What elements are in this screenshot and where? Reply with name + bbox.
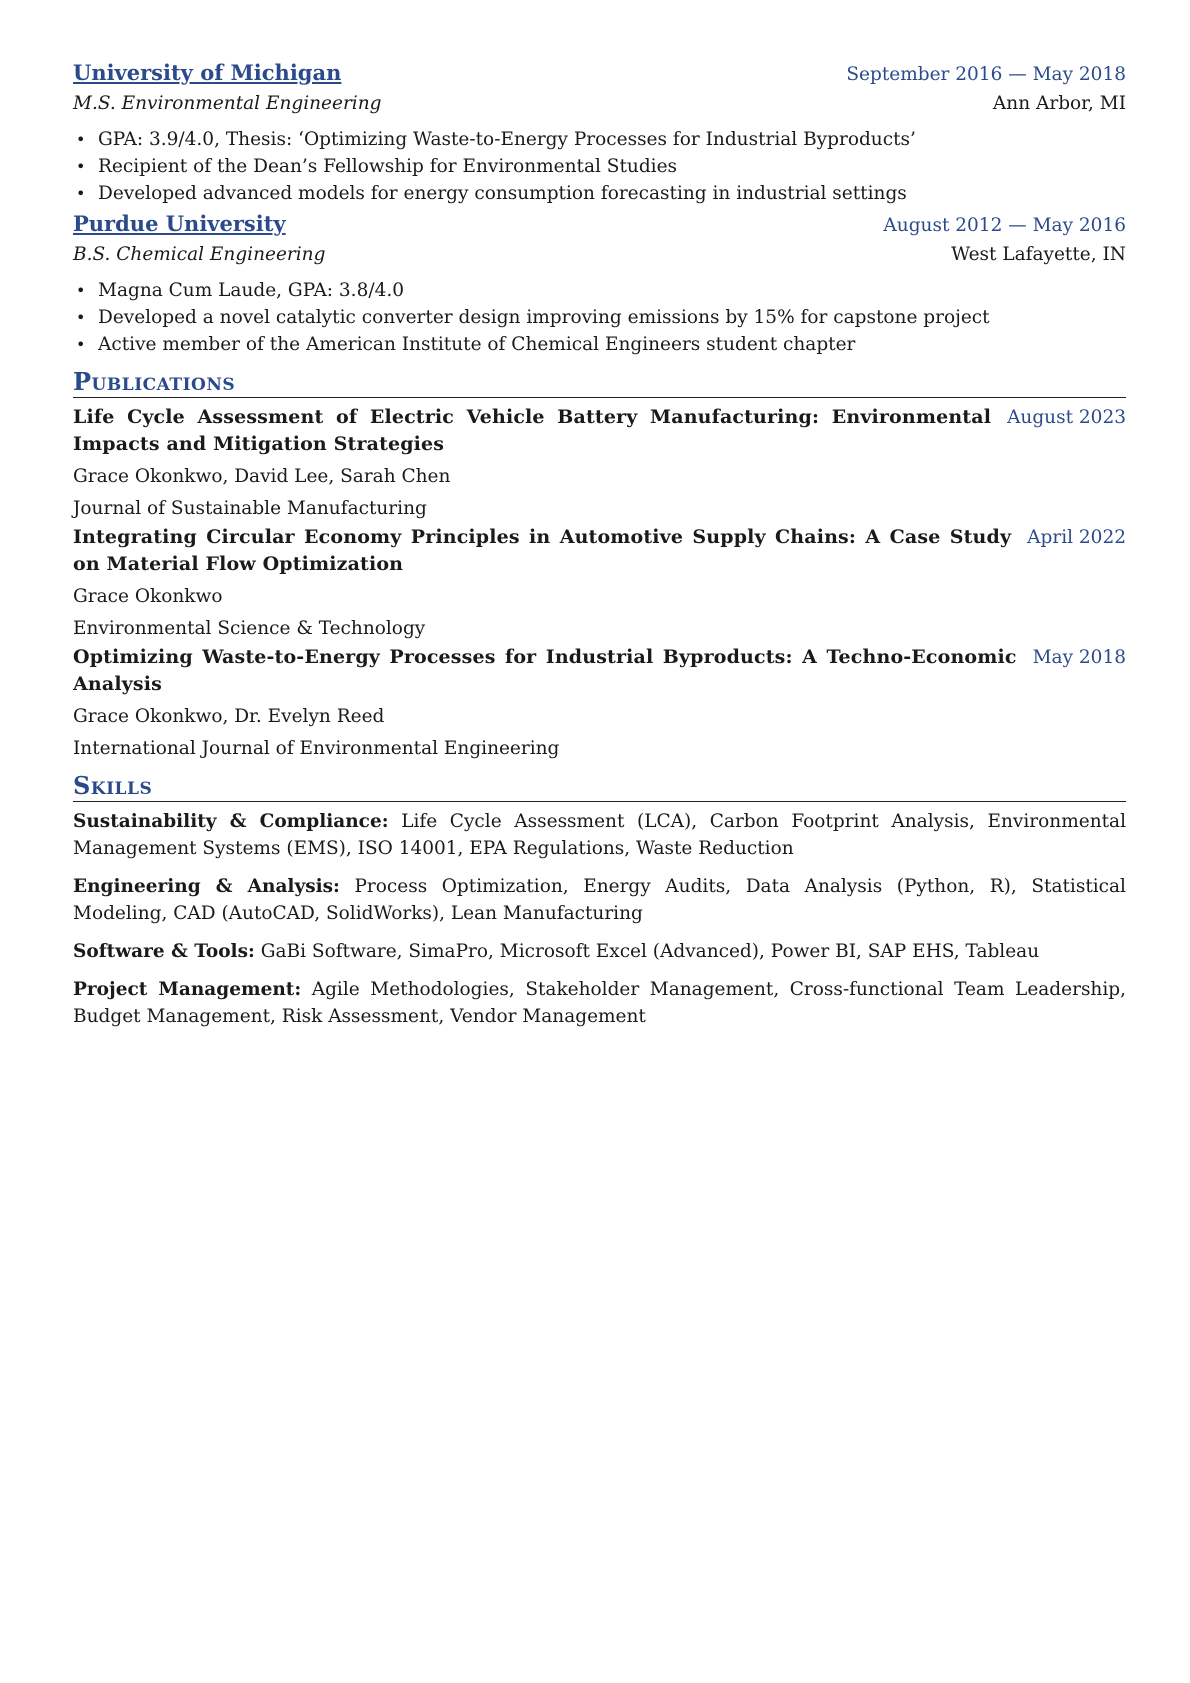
degree: M.S. Environmental Engineering xyxy=(73,93,382,114)
education-location: West Lafayette, IN xyxy=(951,244,1126,265)
skill-list: GaBi Software, SimaPro, Microsoft Excel (Advanced), Power BI, SAP EHS, Tableau xyxy=(260,941,1040,962)
publication-authors: Grace Okonkwo, Dr. Evelyn Reed xyxy=(73,706,385,727)
section-heading-publications: Publications xyxy=(73,367,236,396)
publication-venue: Journal of Sustainable Manufacturing xyxy=(73,498,427,519)
publication-authors: Grace Okonkwo, David Lee, Sarah Chen xyxy=(73,466,451,487)
section-heading-skills: Skills xyxy=(73,771,153,800)
publication-entry xyxy=(73,404,1126,522)
education-bullets xyxy=(73,126,1126,207)
publication-title: Optimizing Waste-to-Energy Processes for Industrial Byproducts: A Techno-Economic Analysis xyxy=(73,646,1017,695)
degree: B.S. Chemical Engineering xyxy=(73,244,326,265)
education-location: Ann Arbor, MI xyxy=(992,93,1126,114)
education-entry xyxy=(73,209,1126,358)
publication-entry xyxy=(73,644,1126,762)
education-bullets xyxy=(73,277,1126,358)
publication-entry xyxy=(73,524,1126,642)
section-divider xyxy=(73,801,1126,802)
education-dates: August 2012 — May 2016 xyxy=(883,215,1126,236)
bullet-item: • Developed advanced models for energy consumption forecasting in industrial settings xyxy=(98,180,1126,207)
skill-label: Sustainability & Compliance: xyxy=(73,811,389,832)
resume-page xyxy=(73,58,1126,1041)
bullet-item: • Active member of the American Institute of Chemical Engineers student chapter xyxy=(98,331,1126,358)
skill-label: Software & Tools: xyxy=(73,941,255,962)
school-name-link[interactable]: University of Michigan xyxy=(73,60,342,85)
skill-label: Project Management: xyxy=(73,979,302,1000)
school-name-link[interactable]: Purdue University xyxy=(73,211,286,236)
skill-group xyxy=(73,938,1126,965)
skill-list: Process Optimization, Energy Audits, Data Analysis (Python, R), Statistical Modeling, CAD (AutoCAD, SolidWorks), Lean Manufacturing xyxy=(73,876,1126,924)
publication-date: May 2018 xyxy=(1032,647,1126,668)
publication-venue: Environmental Science & Technology xyxy=(73,618,426,639)
publication-title: Life Cycle Assessment of Electric Vehicle Battery Manufacturing: Environmental Impacts and Mitigation Strategies xyxy=(73,406,992,455)
publication-venue: International Journal of Environmental Engineering xyxy=(73,738,560,759)
bullet-item: • Magna Cum Laude, GPA: 3.8/4.0 xyxy=(98,277,1126,304)
skill-group xyxy=(73,808,1126,862)
education-dates: September 2016 — May 2018 xyxy=(846,64,1126,85)
skill-label: Engineering & Analysis: xyxy=(73,876,340,897)
bullet-item: • GPA: 3.9/4.0, Thesis: ‘Optimizing Waste-to-Energy Processes for Industrial Byproducts’ xyxy=(98,126,1126,153)
bullet-item: • Recipient of the Dean’s Fellowship for Environmental Studies xyxy=(98,153,1126,180)
publication-date: August 2023 xyxy=(1007,407,1126,428)
skill-group xyxy=(73,873,1126,927)
skill-group xyxy=(73,976,1126,1030)
publication-title: Integrating Circular Economy Principles in Automotive Supply Chains: A Case Study on Material Flow Optimization xyxy=(73,526,1012,575)
publication-date: April 2022 xyxy=(1027,527,1126,548)
publication-authors: Grace Okonkwo xyxy=(73,586,223,607)
bullet-item: • Developed a novel catalytic converter design improving emissions by 15% for capstone project xyxy=(98,304,1126,331)
education-entry xyxy=(73,58,1126,207)
skill-list: Life Cycle Assessment (LCA), Carbon Footprint Analysis, Environmental Management Systems (EMS), ISO 14001, EPA Regulations, Waste Reduction xyxy=(73,811,1126,859)
skill-list: Agile Methodologies, Stakeholder Management, Cross-functional Team Leadership, Budget Management, Risk Assessment, Vendor Management xyxy=(73,979,1126,1027)
section-divider xyxy=(73,397,1126,398)
